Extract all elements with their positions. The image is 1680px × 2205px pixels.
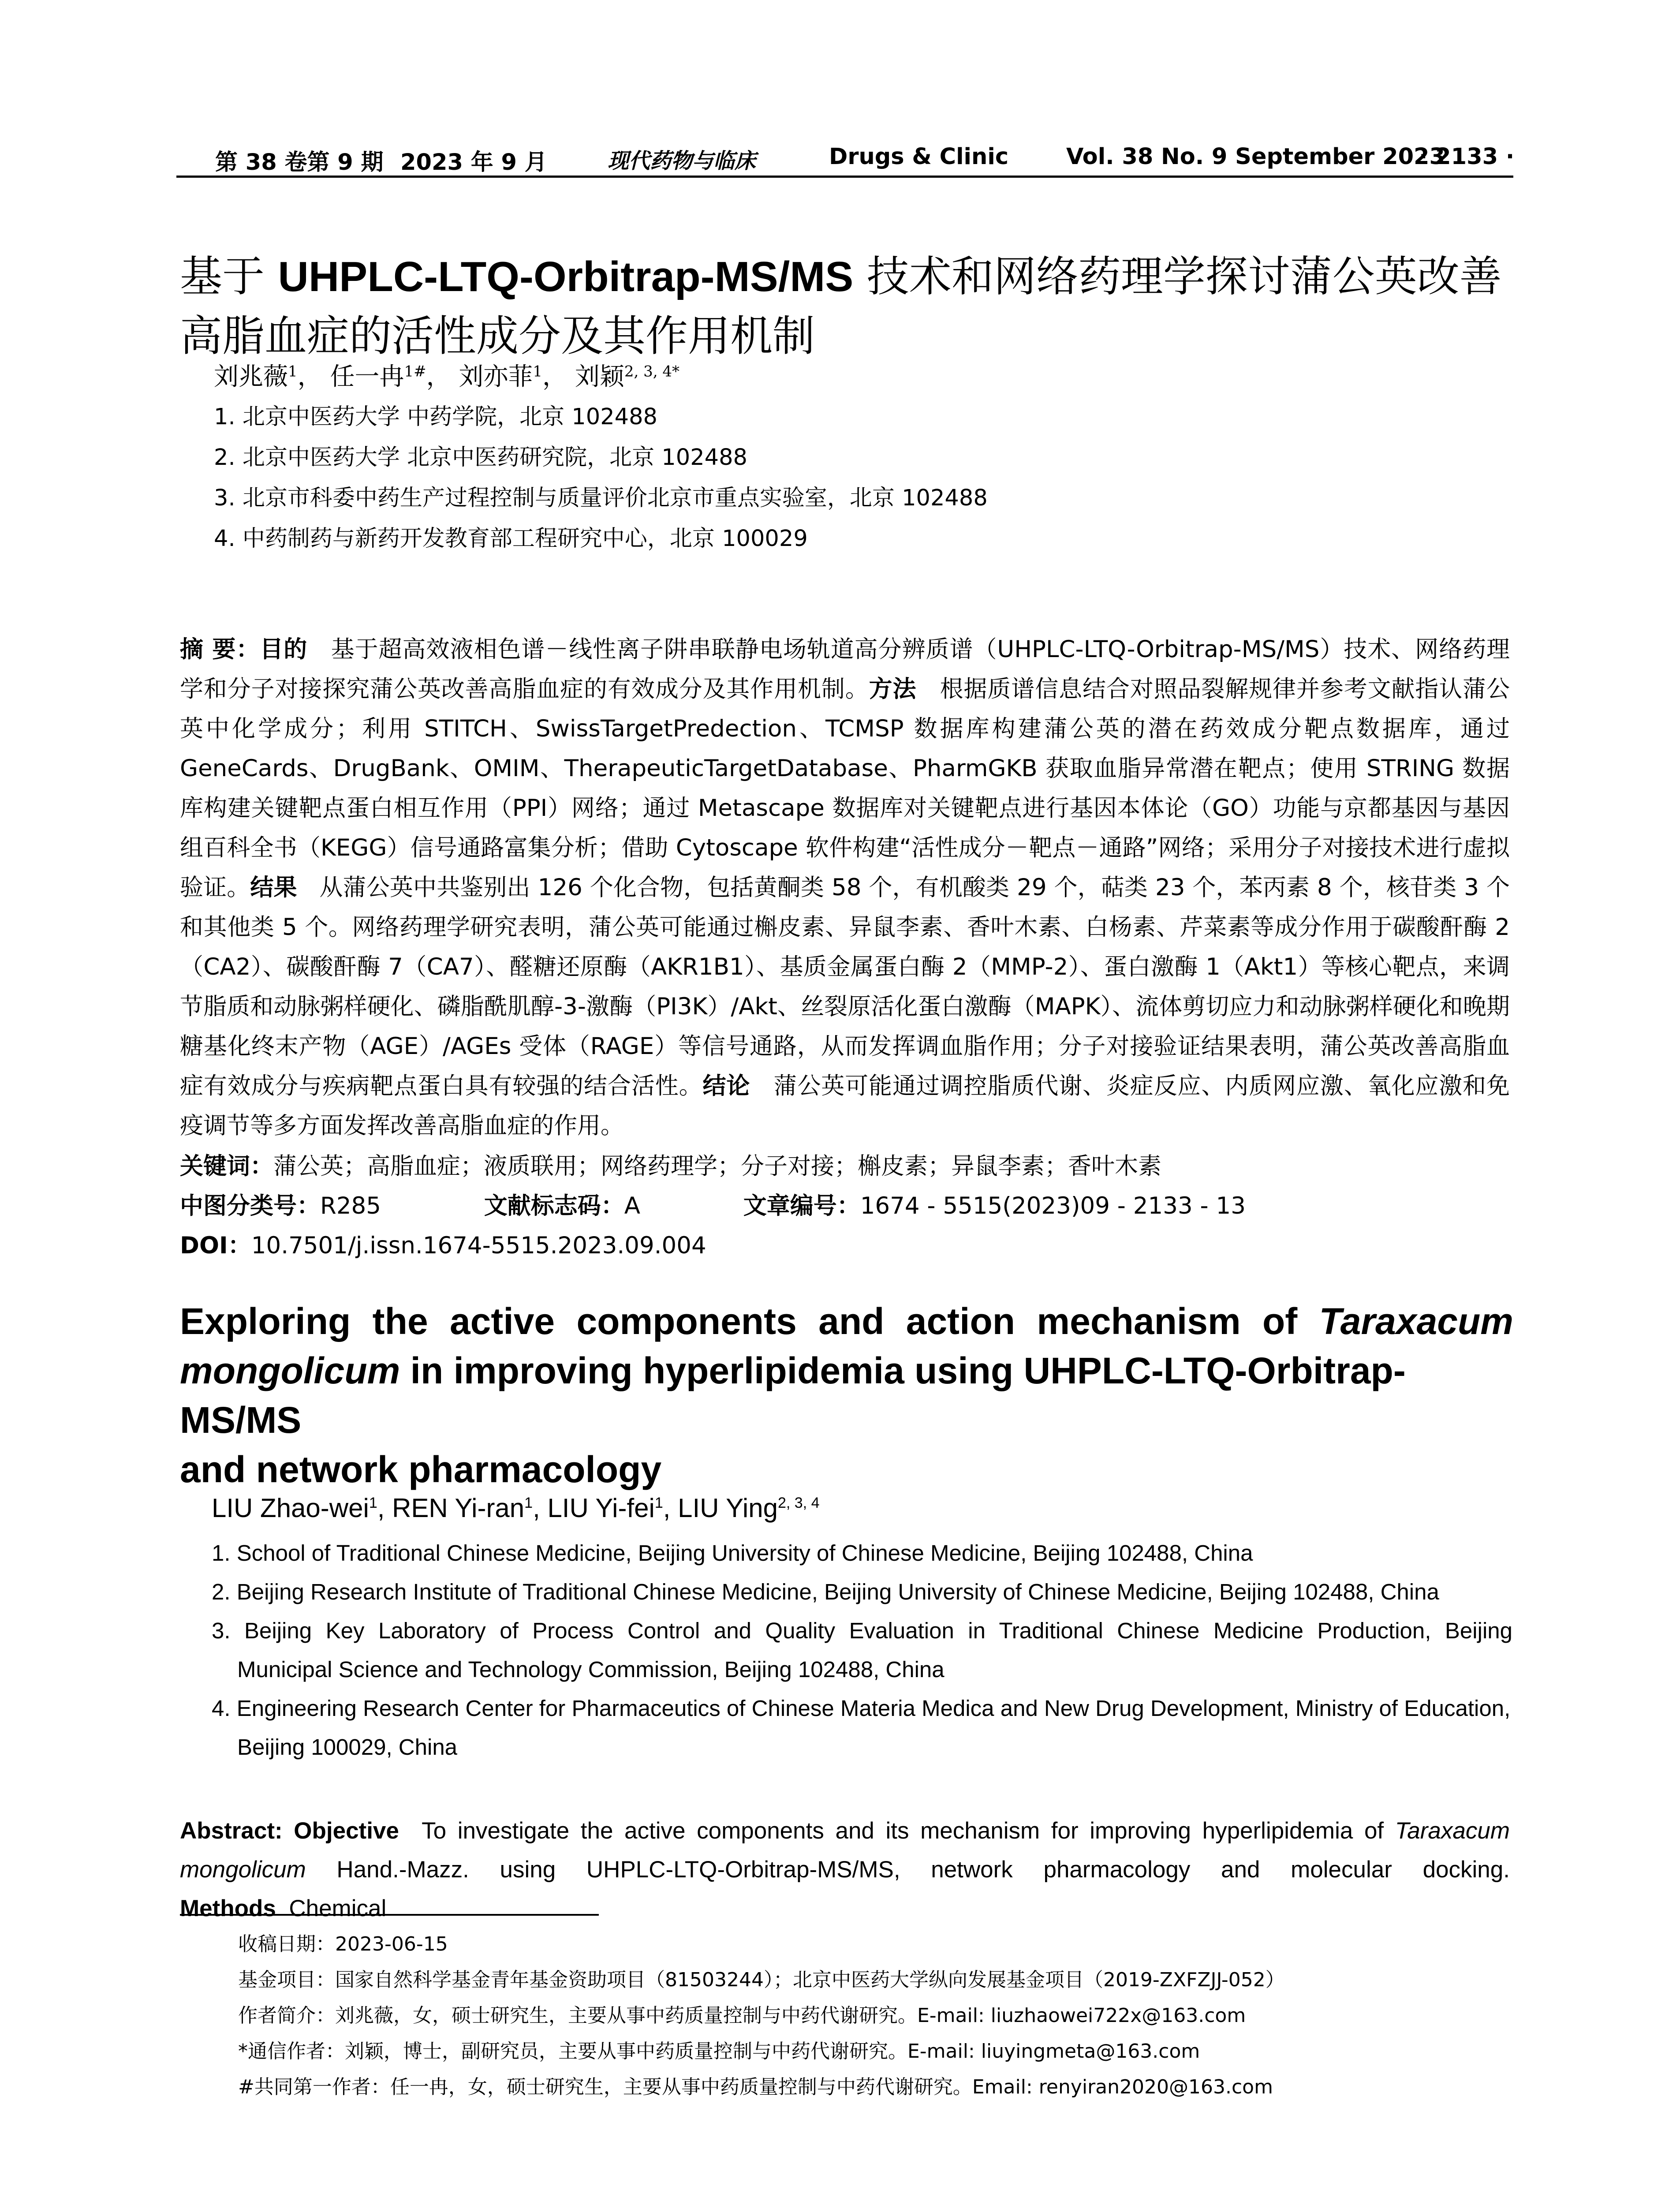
- header-journal-en: Drugs & Clinic: [829, 144, 1009, 170]
- affiliation-en: 1. School of Traditional Chinese Medicine, Beijing University of Chinese Medicine, Beijing 102488, China: [212, 1540, 1253, 1566]
- objective-text: 基于超高效液相色谱－线性离子阱串联静电场轨道高分辨质谱（UHPLC-LTQ-Orbitrap-MS/MS）技术、网络药理学和分子对接探究蒲公英改善高脂血症的有效成分及其作用机制。: [180, 636, 1510, 703]
- conclusion-text: 蒲公英可能通过调控脂质代谢、炎症反应、内质网应激、氧化应激和免疫调节等多方面发挥改善高脂血症的作用。: [180, 1073, 1510, 1139]
- authors-english: LIU Zhao-wei$^1$, REN Yi-ran$^1$, LIU Yi-fei$^1$, LIU Ying$^{2, 3, 4}$: [212, 1493, 820, 1523]
- author-cn: 刘颖: [575, 363, 624, 391]
- results-text: 从蒲公英中共鉴别出 126 个化合物，包括黄酮类 58 个，有机酸类 29 个，萜类 23 个，苯丙素 8 个，核苷类 3 个和其他类 5 个。网络药理学研究表明，蒲公英可能通过槲皮素、异鼠李素、香叶木素、白杨素、芹菜素等成分作用于碳酸酐酶 2（CA2）、碳酸酐酶 7（CA7）、醛糖还原酶（AKR1B1）、基质金属蛋白酶 2（MMP-2）、蛋白激酶 1（Akt1）等核心靶点，来调节脂质和动脉粥样硬化、磷脂酰肌醇-3-激酶（PI3K）/Akt、丝裂原活化蛋白激酶（MAPK）、流体剪切应力和动脉粥样硬化和晚期糖基化终末产物（AGE）/AGEs 受体（RAGE）等信号通路，从而发挥调血脂作用；分子对接验证结果表明，蒲公英改善高脂血症有效成分与疾病靶点蛋白具有较强的结合活性。: [180, 874, 1510, 1099]
- author-en: REN Yi-ran: [392, 1493, 525, 1523]
- clc-number: R285: [320, 1192, 381, 1219]
- affiliation-en-continued: Municipal Science and Technology Commission, Beijing 102488, China: [237, 1657, 945, 1682]
- doi-line: DOI：10.7501/j.issn.1674-5515.2023.09.004: [180, 1232, 706, 1259]
- methods-label: 方法: [869, 676, 917, 703]
- document-code: A: [624, 1192, 640, 1219]
- header-volume-cn: 第 38 卷第 9 期: [215, 149, 384, 176]
- abstract-en-label: Abstract: Objective: [180, 1818, 399, 1844]
- author-en: LIU Ying: [678, 1493, 778, 1523]
- affiliation-cn: 2. 北京中医药大学 北京中医药研究院，北京 102488: [214, 445, 747, 471]
- affiliations-english: [212, 1534, 1512, 1767]
- running-header: [176, 140, 1513, 178]
- classification-line: 中图分类号：R285 文献标志码：A 文章编号：1674 - 5515(2023)09 - 2133 - 13: [180, 1192, 1246, 1219]
- keywords-chinese: 关键词：蒲公英；高脂血症；液质联用；网络药理学；分子对接；槲皮素；异鼠李素；香叶木素: [180, 1153, 1161, 1180]
- abstract-chinese: [180, 630, 1510, 1146]
- affiliation-en: 3. Beijing Key Laboratory of Process Control and Quality Evaluation in Traditional Chinese Medicine Production, Beijing: [212, 1618, 1512, 1643]
- header-page-number: · 2133 ·: [1419, 144, 1515, 170]
- title-english: [180, 1297, 1513, 1494]
- conclusion-label: 结论: [702, 1073, 750, 1099]
- authors-chinese: 刘兆薇$^1$， 任一冉$^{1\#}$， 刘亦菲$^1$， 刘颖$^{2, 3, 4*}$: [214, 363, 679, 391]
- header-volume-en: Vol. 38 No. 9 September 2023: [1066, 144, 1445, 170]
- affiliation-cn: 1. 北京中医药大学 中药学院，北京 102488: [214, 404, 657, 430]
- affiliation-en: 4. Engineering Research Center for Pharmaceutics of Chinese Materia Medica and New Drug Development, Ministry of Education,: [212, 1696, 1511, 1721]
- header-journal-cn: 现代药物与临床: [608, 149, 756, 173]
- title-en-line2: mongolicum in improving hyperlipidemia using UHPLC-LTQ-Orbitrap-MS/MS: [180, 1350, 1406, 1441]
- footnote-divider: [180, 1914, 599, 1916]
- methods-text: 根据质谱信息结合对照品裂解规律并参考文献指认蒲公英中化学成分；利用 STITCH、SwissTargetPredection、TCMSP 数据库构建蒲公英的潜在药效成分靶点数据库，通过 GeneCards、DrugBank、OMIM、TherapeuticTargetDatabase、PharmGKB 获取血脂异常潜在靶点；使用 STRING 数据库构建关键靶点蛋白相互作用（PPI）网络；通过 Metascape 数据库对关键靶点进行基因本体论（GO）功能与京都基因与基因组百科全书（KEGG）信号通路富集分析；借助 Cytoscape 软件构建“活性成分－靶点－通路”网络；采用分子对接技术进行虚拟验证。: [180, 676, 1510, 901]
- affiliations-chinese: [214, 397, 988, 559]
- article-number: 1674 - 5515(2023)09 - 2133 - 13: [860, 1192, 1246, 1219]
- footnote-co-first-author: #共同第一作者：任一冉，女，硕士研究生，主要从事中药质量控制与中药代谢研究。Email: renyiran2020@163.com: [238, 2076, 1273, 2098]
- title-chinese: [180, 247, 1512, 366]
- results-label: 结果: [250, 874, 297, 901]
- title-cn-line1: 基于 UHPLC-LTQ-Orbitrap-MS/MS 技术和网络药理学探讨蒲公英改善: [180, 252, 1502, 301]
- title-en-line3: and network pharmacology: [180, 1449, 662, 1490]
- author-cn: 任一冉: [330, 363, 404, 391]
- objective-label: 目的: [260, 636, 308, 663]
- keywords-text: 蒲公英；高脂血症；液质联用；网络药理学；分子对接；槲皮素；异鼠李素；香叶木素: [273, 1153, 1161, 1180]
- affiliation-en: 2. Beijing Research Institute of Traditional Chinese Medicine, Beijing University of Chinese Medicine, Beijing 102488, China: [212, 1579, 1439, 1604]
- doi-value: 10.7501/j.issn.1674-5515.2023.09.004: [251, 1232, 706, 1259]
- footnotes: [238, 1926, 1285, 2105]
- abstract-english: Abstract: Objective To investigate the active components and its mechanism for improving hyperlipidemia of Taraxacum mongolicum Hand.-Mazz. using UHPLC-LTQ-Orbitrap-MS/MS, network pharmacology and molecular docking. Methods Chemical: [180, 1818, 1510, 1921]
- footnote-funding: 基金项目：国家自然科学基金青年基金资助项目（81503244）；北京中医药大学纵向发展基金项目（2019-ZXFZJJ-052）: [238, 1969, 1285, 1991]
- affiliation-en-continued: Beijing 100029, China: [237, 1734, 458, 1760]
- footnote-corresponding-author: *通信作者：刘颖，博士，副研究员，主要从事中药质量控制与中药代谢研究。E-mail: liuyingmeta@163.com: [238, 2040, 1200, 2063]
- author-en: LIU Yi-fei: [547, 1493, 655, 1523]
- abstract-cn-label: 摘 要：: [180, 636, 260, 663]
- title-cn-line2: 高脂血症的活性成分及其作用机制: [180, 311, 815, 361]
- footnote-author-bio: 作者简介：刘兆薇，女，硕士研究生，主要从事中药质量控制与中药代谢研究。E-mail: liuzhaowei722x@163.com: [238, 2004, 1246, 2027]
- species-name: Taraxacum mongolicum: [180, 1818, 1510, 1883]
- header-date-cn: 2023 年 9 月: [400, 149, 547, 176]
- affiliation-cn: 3. 北京市科委中药生产过程控制与质量评价北京市重点实验室，北京 102488: [214, 485, 988, 511]
- affiliation-cn: 4. 中药制药与新药开发教育部工程研究中心，北京 100029: [214, 526, 808, 552]
- footnote-received-date: 收稿日期：2023-06-15: [238, 1933, 448, 1955]
- title-en-line1: Exploring the active components and action mechanism of Taraxacum: [180, 1301, 1513, 1342]
- author-cn: 刘亦菲: [459, 363, 533, 391]
- author-cn: 刘兆薇: [214, 363, 288, 391]
- methods-en-label: Methods: [180, 1895, 276, 1921]
- author-en: LIU Zhao-wei: [212, 1493, 369, 1523]
- title-cn-technique: UHPLC-LTQ-Orbitrap-MS/MS: [278, 253, 854, 300]
